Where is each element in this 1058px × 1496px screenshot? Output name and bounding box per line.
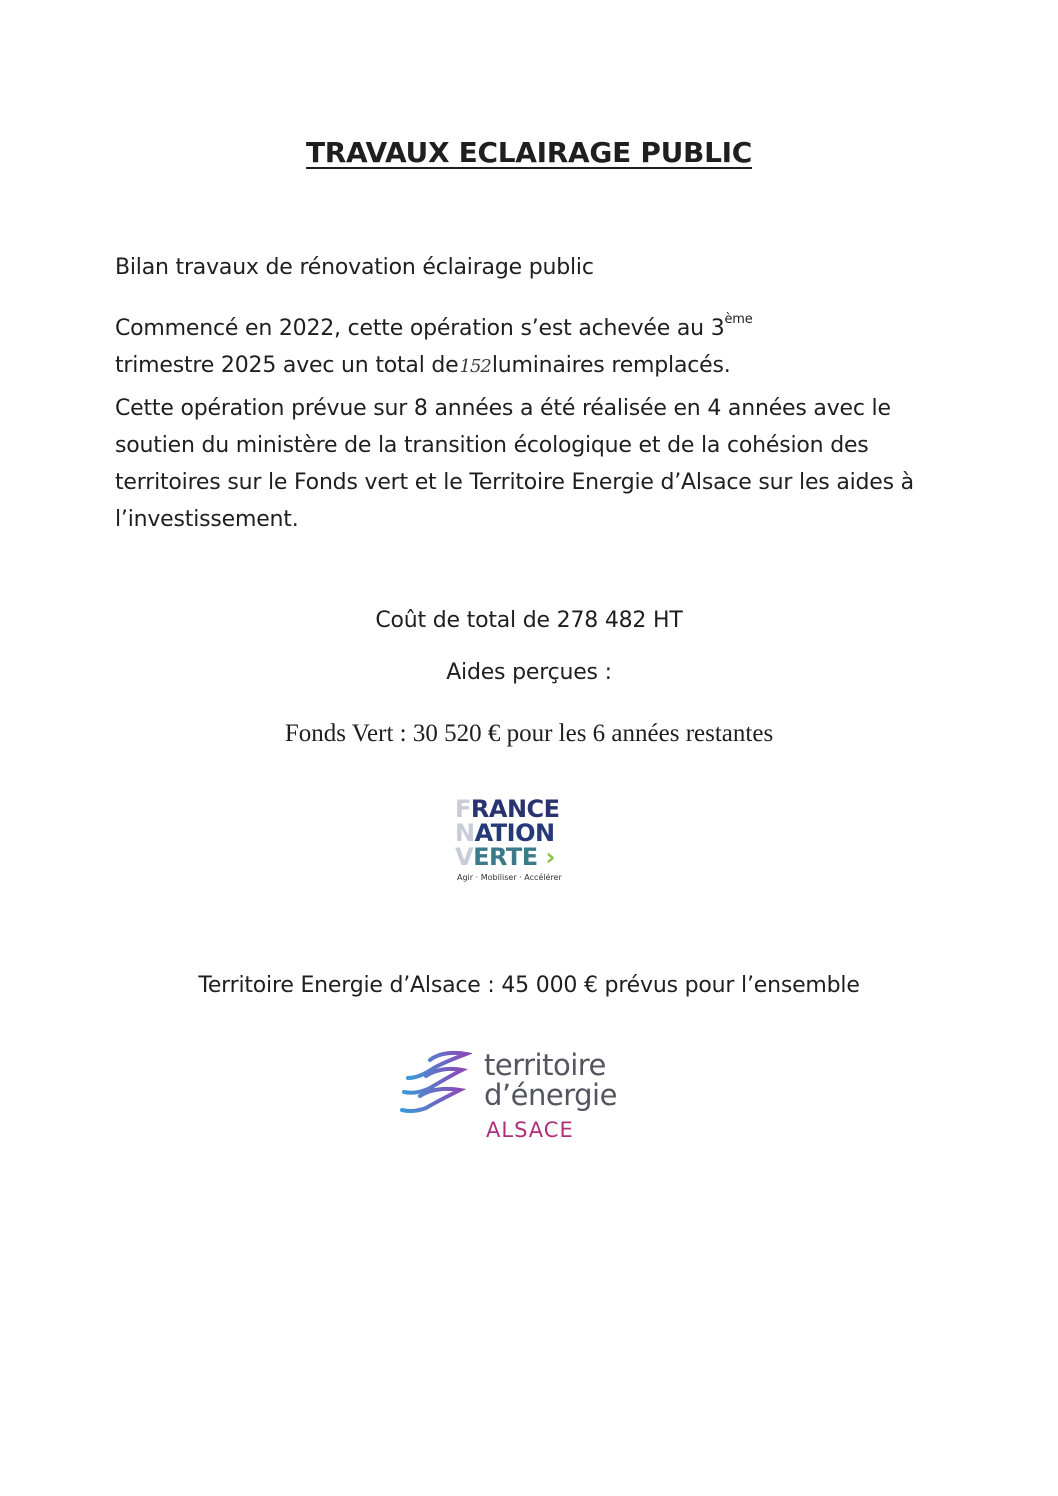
territoire-energie-logo [400,1048,640,1148]
intro-text: Bilan travaux de rénovation éclairage public [115,255,594,280]
handwritten-count: 152 [459,356,491,377]
wave-mark-icon [400,1048,472,1118]
fonds-vert-line: Fonds Vert : 30 520 € pour les 6 années restantes [284,720,774,747]
support-text: Cette opération prévue sur 8 années a été réalisée en 4 années avec le soutien du ministère de la transition écologique et de la cohésion des territoires sur le Fonds vert et le Territoire Energie d’Alsace sur les aides à l’investissement. [115,396,914,532]
operation-paragraph [115,301,915,385]
total-cost-line: Coût de total de 278 482 HT [375,608,683,633]
logo-word-alsace: ALSACE [486,1118,574,1142]
aids-heading: Aides perçues : [446,660,612,685]
page-title: TRAVAUX ECLAIRAGE PUBLIC [306,136,752,169]
intro-paragraph [115,249,915,286]
logo-word-territoire: territoire [484,1048,606,1082]
support-paragraph [115,390,915,538]
operation-text-middle: trimestre 2025 avec un total de [115,353,459,378]
france-nation-verte-logo: FRANCE NATION VERTE › Agir · Mobiliser · Accélérer [455,795,562,882]
superscript-eme: ème [724,312,753,327]
logo-word-energie: d’énergie [484,1078,617,1112]
chevron-right-icon: › [545,843,555,871]
operation-text-end: luminaires remplacés. [491,353,731,378]
operation-text-start: Commencé en 2022, cette opération s’est achevée au 3 [115,316,725,341]
territoire-energie-line: Territoire Energie d’Alsace : 45 000 € prévus pour l’ensemble [198,973,860,998]
logo-tagline: Agir · Mobiliser · Accélérer [457,873,562,882]
